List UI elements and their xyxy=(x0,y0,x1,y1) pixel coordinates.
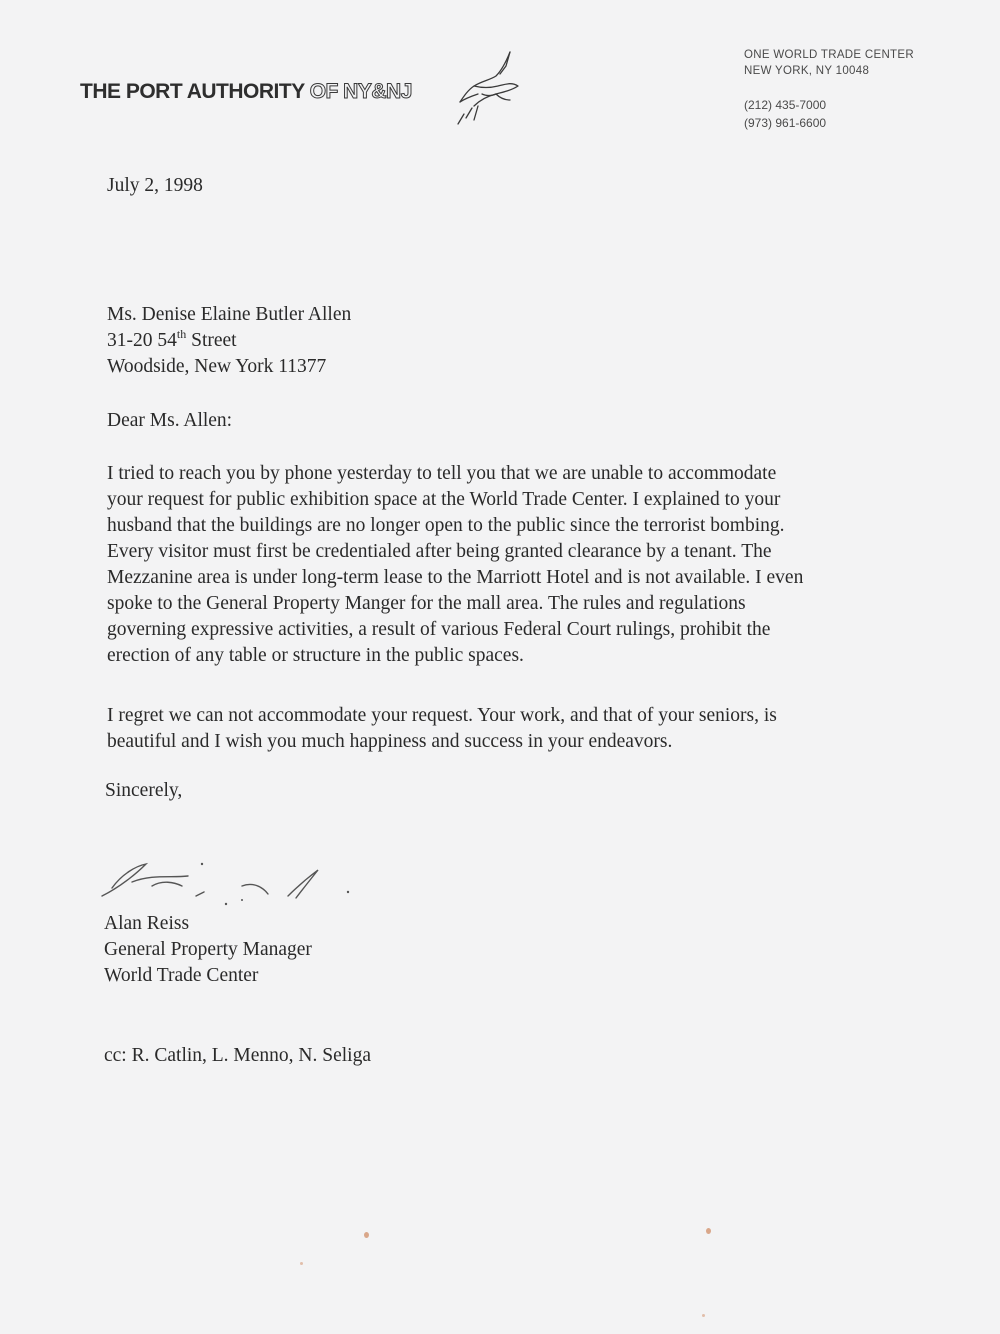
paragraph-line: erection of any table or structure in the public spaces. xyxy=(107,645,524,666)
paragraph-line: beautiful and I wish you much happiness and success in your endeavors. xyxy=(107,731,673,752)
bird-logo-icon xyxy=(452,48,524,126)
closing: Sincerely, xyxy=(105,780,183,801)
signature-image xyxy=(92,852,362,912)
paper-spot xyxy=(364,1232,369,1238)
paragraph-line: Every visitor must first be credentialed after being granted clearance by a tenant. The xyxy=(107,541,772,562)
paragraph-line: your request for public exhibition space at the World Trade Center. I explained to your xyxy=(107,489,781,510)
paragraph-line: I regret we can not accommodate your request. Your work, and that of your seniors, is xyxy=(107,705,777,726)
letterhead-logo xyxy=(80,80,412,104)
paper-spot xyxy=(300,1262,303,1265)
paragraph-line: I tried to reach you by phone yesterday to tell you that we are unable to accommodate xyxy=(107,463,777,484)
letter-date: July 2, 1998 xyxy=(107,175,203,196)
recipient-street: 31-20 54th Street xyxy=(107,327,237,351)
org-suffix: OF NY&NJ xyxy=(309,80,412,103)
signer-name: Alan Reiss xyxy=(104,913,190,934)
body-paragraph-1 xyxy=(107,461,907,669)
signer-block xyxy=(104,911,312,989)
paper-spot xyxy=(706,1228,711,1234)
cc-line: cc: R. Catlin, L. Menno, N. Seliga xyxy=(104,1045,372,1066)
paper-spot xyxy=(702,1314,705,1317)
recipient-address xyxy=(107,302,351,380)
paragraph-line: Mezzanine area is under long-term lease to the Marriott Hotel and is not available. I even xyxy=(107,567,804,588)
paragraph-line: governing expressive activities, a result of various Federal Court rulings, prohibit the xyxy=(107,619,771,640)
phone-number: (973) 961-6600 xyxy=(744,116,827,130)
phone-number: (212) 435-7000 xyxy=(744,98,827,112)
body-paragraph-2 xyxy=(107,703,907,755)
org-name: THE PORT AUTHORITY xyxy=(80,80,305,103)
signer-title: General Property Manager xyxy=(104,939,312,960)
letterhead-phones xyxy=(744,96,826,132)
address-line: ONE WORLD TRADE CENTER xyxy=(744,49,914,61)
address-line: NEW YORK, NY 10048 xyxy=(744,65,870,77)
recipient-city: Woodside, New York 11377 xyxy=(107,356,327,377)
street-ordinal: th xyxy=(176,327,187,341)
paragraph-line: husband that the buildings are no longer open to the public since the terrorist bombing. xyxy=(107,515,785,536)
signer-org: World Trade Center xyxy=(104,965,259,986)
recipient-name: Ms. Denise Elaine Butler Allen xyxy=(107,304,352,325)
salutation: Dear Ms. Allen: xyxy=(107,410,233,431)
letterhead-address xyxy=(744,47,914,79)
paragraph-line: spoke to the General Property Manger for the mall area. The rules and regulations xyxy=(107,593,746,614)
